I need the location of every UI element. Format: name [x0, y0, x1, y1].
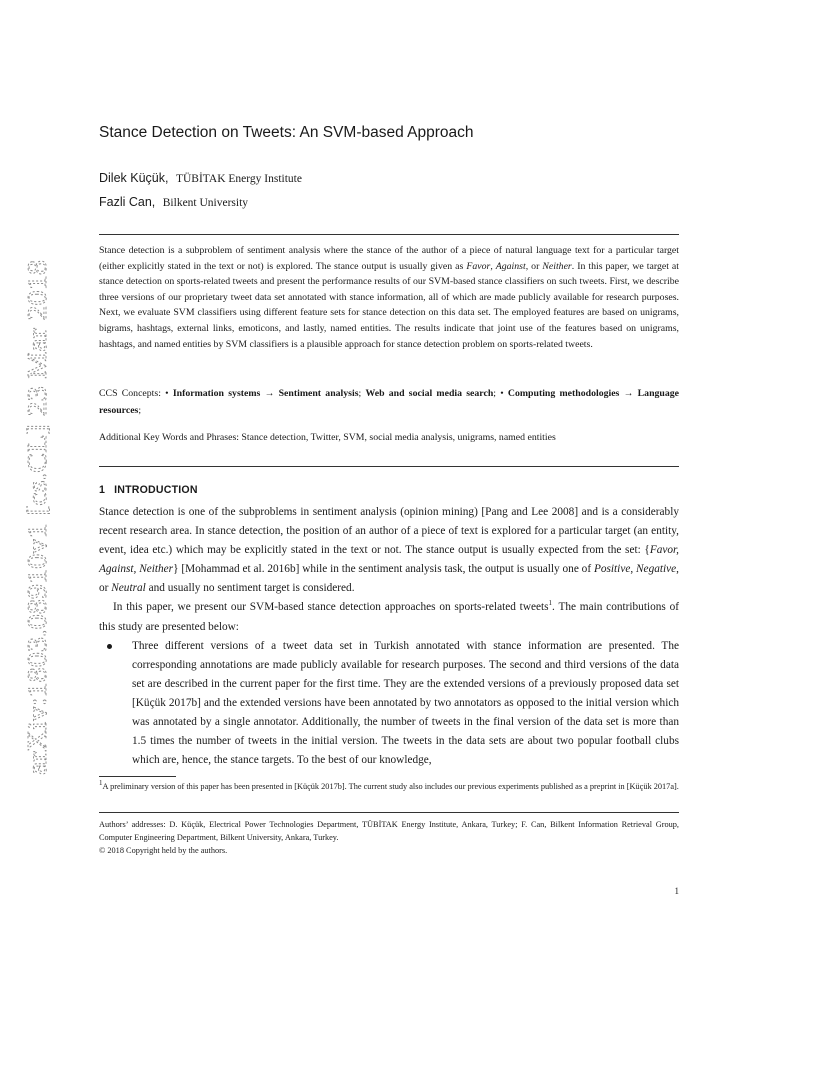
abstract-against: Against [495, 260, 526, 272]
section-heading [99, 484, 679, 496]
intro-p2-a: In this paper, we present our SVM-based stance detection approaches on sports-related tweets [113, 601, 549, 614]
arxiv-stamp [22, 255, 52, 775]
contributions-list [99, 637, 679, 771]
keywords: Additional Key Words and Phrases: Stance detection, Twitter, SVM, social media analysis, unigrams, named entities [99, 432, 556, 443]
ccs-concepts [99, 385, 679, 419]
author-1 [99, 171, 302, 185]
divider-middle [99, 466, 679, 467]
author-2-affiliation: Bilkent University [162, 197, 249, 209]
footnote-mark: 1 [99, 779, 103, 788]
ccs-concept-2: Web and social media search [365, 388, 494, 399]
intro-p1-set: Favor, Against, Neither [99, 544, 679, 576]
abstract-sep-2: , or [525, 260, 543, 272]
footnote-divider [99, 776, 176, 777]
copyright-notice: © 2018 Copyright held by the authors. [99, 846, 228, 855]
section-number: 1 [99, 484, 106, 496]
ccs-suffix: ; [138, 405, 142, 416]
abstract-text-2: . In this paper, we target at stance detection on sports-related tweets and present the performance results of our SVM-based stance classifiers on such tweets. First, we describe three versions of our proprietary tweet data set annotated with stance information, all of which are made publicly available for research purposes. Next, we evaluate SVM classifiers using different feature sets for stance detection on this data set. The employed features are based on unigrams, bigrams, hashtags, external links, emoticons, and lastly, named entities. The results indicate that joint use of the features based on unigrams, hashtags, and named entities by SVM classifiers is a plausible approach for stance detection problem on sports-related tweets. [99, 260, 679, 350]
paper-title: Stance Detection on Tweets: An SVM-based Approach [99, 124, 474, 141]
intro-p1-c: , [630, 563, 637, 576]
intro-p1-d: , or [99, 563, 679, 595]
footnote-text: A preliminary version of this paper has been presented in [Küçük 2017b]. The current study also includes our previous experiments published as a preprint in [Küçük 2017a]. [102, 782, 679, 791]
divider-top [99, 234, 679, 235]
ccs-sep-1: ; [358, 388, 366, 399]
introduction-body [99, 503, 679, 770]
ccs-sep-2: ; • [493, 388, 508, 399]
abstract-sep-1: , [490, 260, 496, 272]
arxiv-stamp-graphic [22, 255, 52, 775]
section-title: INTRODUCTION [114, 484, 198, 496]
ccs-concept-3: Computing methodologies → Language resources [99, 388, 680, 416]
authors-address-block [99, 818, 679, 857]
intro-p2-b: . The main contributions of this study are presented below: [99, 601, 679, 633]
abstract-text-1: Stance detection is a subproblem of sentiment analysis where the stance of the author of a piece of natural language text for a particular target (either explicitly stated in the text or not) is explored. The stance output is usually given as [99, 245, 679, 272]
contribution-bullet-1: Three different versions of a tweet data set in Turkish annotated with stance information are presented. The corresponding annotations are made publicly available for research purposes. The second and third versions of the data set are described in the current paper for the first time. They are the extended versions of a previously proposed data set [Küçük 2017b] and the extended versions have been annotated by two annotators as opposed to the initial version which was annotated by a single annotator. Additionally, the number of tweets in the final version of the data set is more than 1.5 times the number of tweets in the initial version. The tweets in the data sets are about two popular football clubs which are, hence, the stance targets. To the best of our knowledge, [132, 637, 679, 771]
abstract-neither: Neither [542, 260, 572, 272]
author-2-name: Fazli Can, [99, 195, 156, 209]
footnote-1 [99, 781, 679, 793]
author-2 [99, 195, 248, 209]
intro-paragraph-2 [99, 598, 679, 636]
page-number: 1 [674, 886, 679, 896]
intro-positive: Positive [593, 563, 631, 576]
ccs-concept-1: Information systems → Sentiment analysis [172, 388, 359, 399]
author-1-affiliation: TÜBİTAK Energy Institute [175, 173, 302, 185]
divider-bottom [99, 812, 679, 813]
arxiv-stamp-text: arXiv:1803.08910v1 [cs.CL] 23 Mar 2018 [22, 316, 52, 775]
ccs-prefix: CCS Concepts: • [99, 388, 173, 399]
intro-p1-e: and usually no sentiment target is considered. [145, 582, 355, 595]
intro-neutral: Neutral [111, 582, 146, 595]
intro-p1-a: Stance detection is one of the subproblems in sentiment analysis (opinion mining) [Pang and Lee 2008] and is a considerably recent research area. In stance detection, the position of an author of a piece of text is explored for a particular target (an entity, event, idea etc.) which may be explicitly stated in the text or not. The stance output is usually expected from the set: { [99, 506, 679, 557]
intro-p1-b: } [Mohammad et al. 2016b] while in the sentiment analysis task, the output is usually one of [173, 563, 594, 576]
author-1-name: Dilek Küçük, [99, 171, 169, 185]
intro-negative: Negative [636, 563, 677, 576]
footnote-ref-1[interactable]: 1 [548, 599, 553, 608]
authors-address: Authors’ addresses: D. Küçük, Electrical Power Technologies Department, TÜBİTAK Energy Institute, Ankara, Turkey; F. Can, Bilkent Information Retrieval Group, Computer Engineering Department, Bilkent University, Ankara, Turkey. [99, 820, 679, 842]
abstract-favor: Favor [466, 260, 491, 272]
intro-paragraph-1 [99, 503, 679, 598]
abstract [99, 243, 679, 352]
